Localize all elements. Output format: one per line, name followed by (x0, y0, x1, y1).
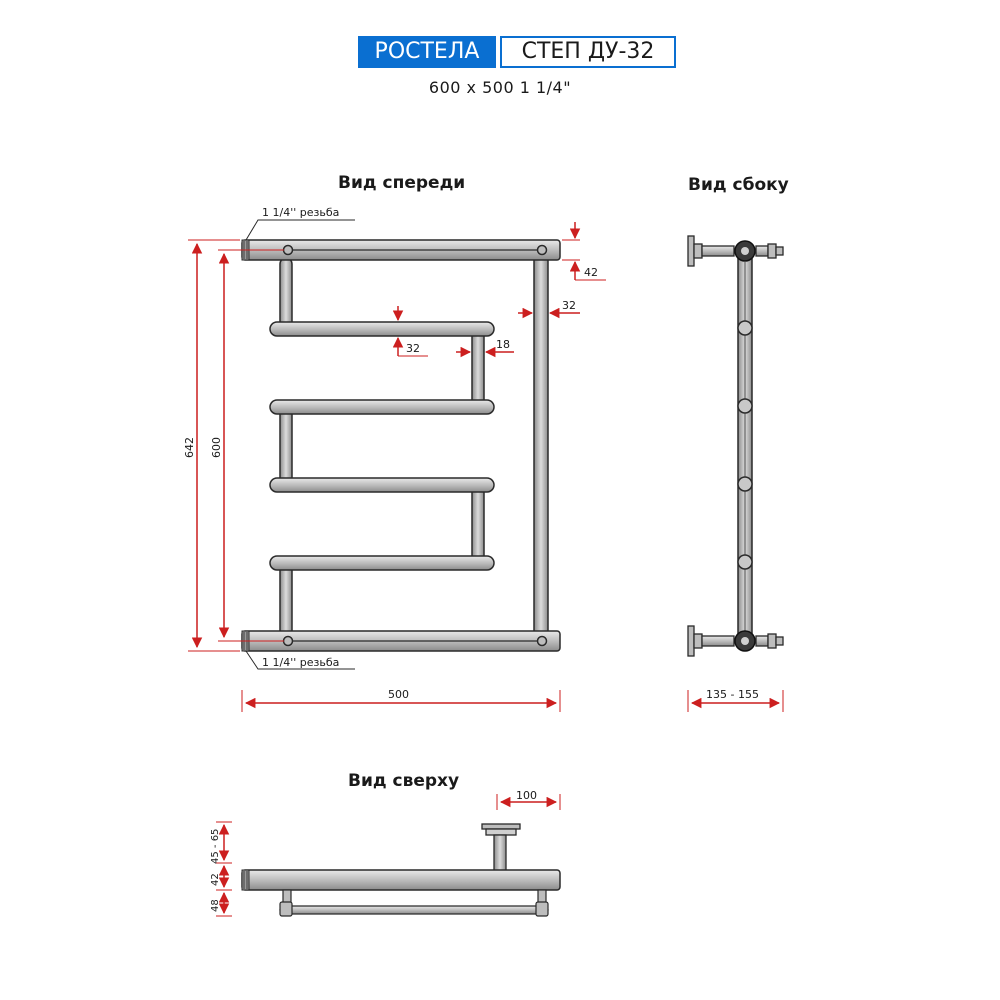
front-zig-right-1 (472, 330, 484, 408)
side-view (688, 236, 783, 712)
dim-32-right-label: 32 (562, 299, 576, 312)
height-total-label: 642 (183, 437, 196, 458)
dim-18-label: 18 (496, 338, 510, 351)
dim-42-label: 42 (584, 266, 598, 279)
dim-100-label: 100 (516, 789, 537, 802)
top-view-title: Вид сверху (348, 771, 460, 791)
model-label: СТЕП ДУ-32 (500, 36, 676, 68)
top-bracket-stem (494, 835, 506, 871)
side-view-title: Вид сбоку (688, 175, 789, 195)
dim-45-65-label: 45 - 65 (210, 828, 221, 864)
brand-label: РОСТЕЛА (358, 36, 496, 68)
dim-48-label: 48 (210, 899, 221, 912)
front-step-3 (270, 478, 494, 492)
depth-label: 135 - 155 (706, 688, 759, 701)
thread-bottom-label: 1 1/4'' резьба (262, 656, 340, 669)
front-view (183, 206, 606, 712)
top-front-rung (280, 906, 548, 914)
front-zig-left-1 (280, 258, 292, 330)
front-zig-left-3 (280, 564, 292, 640)
front-step-4 (270, 556, 494, 570)
front-zig-left-2 (280, 408, 292, 486)
front-right-riser (534, 250, 548, 642)
height-axis-label: 600 (210, 437, 223, 458)
dim-42-top-label: 42 (210, 873, 221, 886)
top-view (210, 789, 560, 916)
dim-32-step-label: 32 (406, 342, 420, 355)
front-step-1 (270, 322, 494, 336)
front-step-2 (270, 400, 494, 414)
thread-top-label: 1 1/4'' резьба (262, 206, 340, 219)
front-view-title: Вид спереди (338, 173, 466, 193)
width-label: 500 (388, 688, 409, 701)
top-main-collector (242, 870, 560, 890)
size-spec: 600 x 500 1 1/4" (428, 78, 572, 97)
front-zig-right-2 (472, 486, 484, 564)
